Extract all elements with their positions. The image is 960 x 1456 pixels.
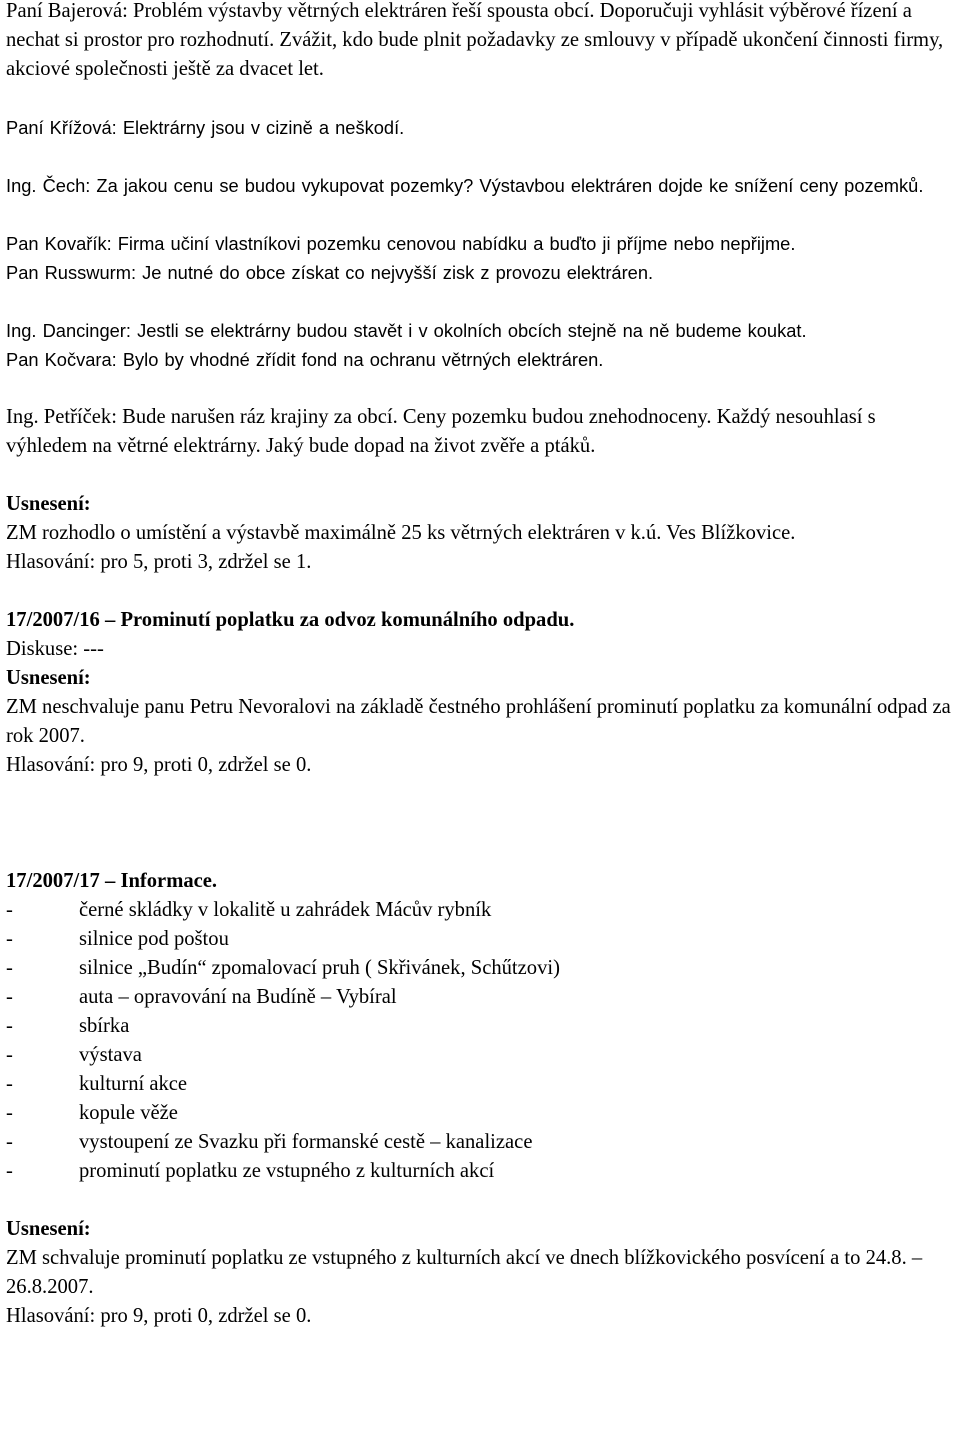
list-item-text: kopule věže <box>79 1102 178 1124</box>
resolution-text: ZM rozhodlo o umístění a výstavbě maximálně 25 ks větrných elektráren v k.ú. Ves Blížkovice. <box>6 522 796 544</box>
list-bullet: - <box>6 986 13 1008</box>
vote-result: Hlasování: pro 9, proti 0, zdržel se 0. <box>6 754 312 776</box>
speaker-text: Problém výstavby větrných elektráren řeší spousta obcí. Doporučuji vyhlásit výběrové řízení a nechat si prostor pro rozhodnutí. Zvážit, kdo bude plnit požadavky ze smlouvy v případě ukončení činnosti firmy, akciové společnosti ještě za dvacet let. <box>6 0 944 80</box>
list-item <box>6 1099 960 1128</box>
resolution-text: ZM neschvaluje panu Petru Nevoralovi na základě čestného prohlášení prominutí poplatku za komunální odpad za rok 2007. <box>6 696 951 747</box>
list-item <box>6 954 960 983</box>
list-item-text: silnice pod poštou <box>79 928 229 950</box>
topic-number: 17/2007/17 <box>6 870 100 892</box>
speaker-name: Paní Křížová: <box>6 117 117 138</box>
discussion-entry <box>6 345 960 374</box>
discussion-entry <box>6 171 960 200</box>
discussion-entry <box>6 316 960 345</box>
list-bullet: - <box>6 928 13 950</box>
speaker-text: Za jakou cenu se budou vykupovat pozemky? Výstavbou elektráren dojde ke snížení ceny pozemků. <box>96 175 924 196</box>
list-item-text: výstava <box>79 1044 142 1066</box>
speaker-name: Pan Russwurm: <box>6 262 137 283</box>
discussion-note: Diskuse: --- <box>6 638 104 660</box>
list-bullet: - <box>6 1044 13 1066</box>
speaker-text: Bylo by vhodné zřídit fond na ochranu větrných elektráren. <box>122 349 604 370</box>
speaker-text: Jestli se elektrárny budou stavět i v okolních obcích stejně na ně budeme koukat. <box>137 320 807 341</box>
speaker-name: Paní Bajerová: <box>6 0 128 22</box>
spacer <box>6 780 960 867</box>
spacer <box>6 577 960 606</box>
topic-number: 17/2007/16 <box>6 609 100 631</box>
list-item-text: auta – opravování na Budíně – Vybíral <box>79 986 397 1008</box>
topic-dash: – <box>104 870 116 892</box>
speaker-name: Ing. Čech: <box>6 175 91 196</box>
speaker-name: Ing. Dancinger: <box>6 320 131 341</box>
speaker-text: Je nutné do obce získat co nejvyšší zisk z provozu elektráren. <box>142 262 654 283</box>
list-item <box>6 1070 960 1099</box>
list-item <box>6 1128 960 1157</box>
discussion-entry <box>6 0 960 84</box>
list-bullet: - <box>6 1131 13 1153</box>
topic-dash: – <box>104 609 116 631</box>
vote-result: Hlasování: pro 9, proti 0, zdržel se 0. <box>6 1305 312 1327</box>
resolution-label: Usnesení: <box>6 667 91 689</box>
speaker-name: Ing. Petříček: <box>6 406 117 428</box>
list-item <box>6 925 960 954</box>
list-item <box>6 1157 960 1186</box>
list-bullet: - <box>6 1160 13 1182</box>
resolution-label: Usnesení: <box>6 493 91 515</box>
list-item-text: prominutí poplatku ze vstupného z kulturních akcí <box>79 1160 495 1182</box>
speaker-name: Pan Kočvara: <box>6 349 117 370</box>
list-item-text: vystoupení ze Svazku při formanské cestě – kanalizace <box>79 1131 533 1153</box>
topic-title: Informace. <box>120 870 218 892</box>
list-item <box>6 1041 960 1070</box>
topic-title: Prominutí poplatku za odvoz komunálního odpadu. <box>120 609 575 631</box>
resolution-label: Usnesení: <box>6 1218 91 1240</box>
speaker-text: Elektrárny jsou v cizině a neškodí. <box>122 117 405 138</box>
list-bullet: - <box>6 899 13 921</box>
topic-heading <box>6 606 960 635</box>
list-bullet: - <box>6 957 13 979</box>
list-item-text: sbírka <box>79 1015 130 1037</box>
discussion-entry <box>6 258 960 287</box>
discussion-entry <box>6 229 960 258</box>
document-page <box>6 0 960 1331</box>
topic-heading <box>6 867 960 896</box>
vote-result: Hlasování: pro 5, proti 3, zdržel se 1. <box>6 551 312 573</box>
list-item <box>6 1012 960 1041</box>
info-list <box>6 896 960 1186</box>
topic-16 <box>6 606 960 780</box>
discussion-entry <box>6 403 960 461</box>
resolution-text: ZM schvaluje prominutí poplatku ze vstupného z kulturních akcí ve dnech blížkovického posvícení a to 24.8. – 26.8.2007. <box>6 1247 923 1298</box>
resolution-block <box>6 490 960 577</box>
topic-17 <box>6 867 960 1331</box>
list-bullet: - <box>6 1102 13 1124</box>
discussion-entry <box>6 113 960 142</box>
list-item-text: kulturní akce <box>79 1073 188 1095</box>
speaker-name: Pan Kovařík: <box>6 233 112 254</box>
list-bullet: - <box>6 1073 13 1095</box>
list-item <box>6 983 960 1012</box>
list-item <box>6 896 960 925</box>
list-item-text: černé skládky v lokalitě u zahrádek Mácův rybník <box>79 899 492 921</box>
spacer <box>6 1186 960 1215</box>
speaker-text: Bude narušen ráz krajiny za obcí. Ceny pozemku budou znehodnoceny. Každý nesouhlasí s výhledem na větrné elektrárny. Jaký bude dopad na život zvěře a ptáků. <box>6 406 876 457</box>
list-bullet: - <box>6 1015 13 1037</box>
speaker-text: Firma učiní vlastníkovi pozemku cenovou nabídku a buďto ji příjme nebo nepřijme. <box>117 233 796 254</box>
list-item-text: silnice „Budín“ zpomalovací pruh ( Skřivánek, Schűtzovi) <box>79 957 560 979</box>
